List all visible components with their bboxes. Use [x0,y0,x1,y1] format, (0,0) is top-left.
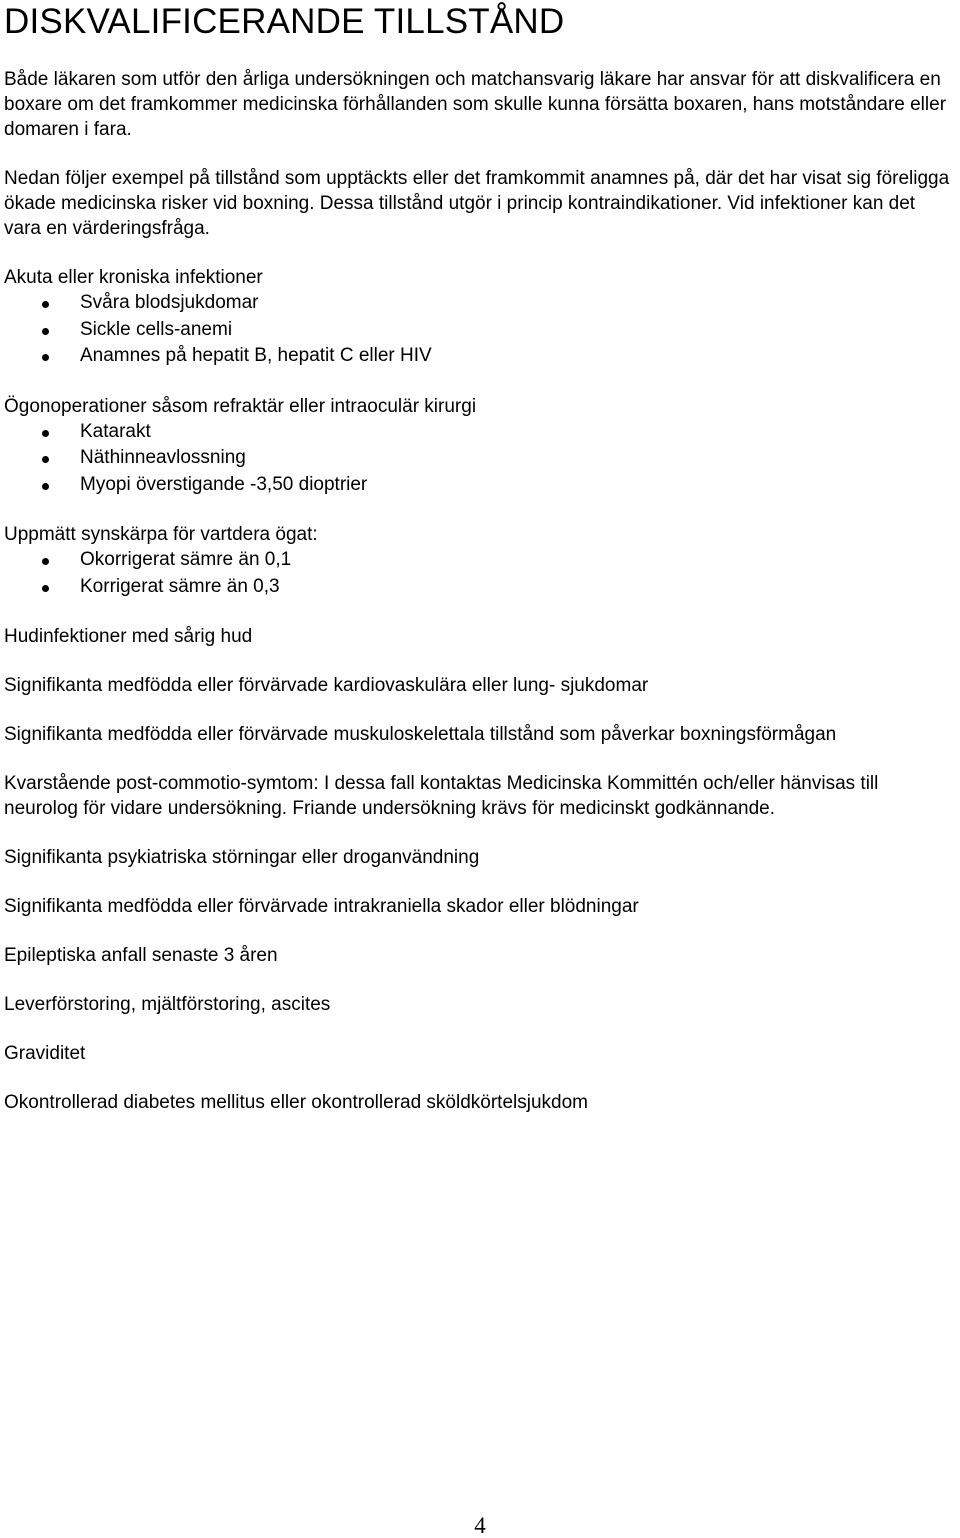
list-item-text: Sickle cells-anemi [80,318,233,340]
condition-paragraph: Okontrollerad diabetes mellitus eller okontrollerad sköldkörtelsjukdom [4,1092,588,1113]
group-heading: Uppmätt synskärpa för vartdera ögat: [4,524,318,545]
intro-paragraph: Både läkaren som utför den årliga undersökningen och matchansvarig läkare har ansvar för att diskvalificera en boxare om det framkommer medicinska förhållanden som skulle kunna försätta boxaren, hans motståndare eller domaren i fara. [4,69,947,140]
list-item-text: Katarakt [80,420,151,442]
bullet-list [4,547,954,600]
condition-paragraph: Kvarstående post-commotio-symtom: I dessa fall kontaktas Medicinska Kommittén och/eller hänvisas till neurolog för vidare undersökning. Friande undersökning krävs för medicinskt godkännande. [4,773,879,819]
list-item [4,472,954,499]
page-number: 4 [474,1513,486,1538]
page-title: DISKVALIFICERANDE TILLSTÅND [4,2,565,41]
condition-group [4,265,954,370]
condition-paragraph: Signifikanta medfödda eller förvärvade kardiovaskulära eller lung- sjukdomar [4,675,649,696]
condition-paragraph: Signifikanta psykiatriska störningar eller droganvändning [4,847,480,868]
list-item-text: Korrigerat sämre än 0,3 [80,575,280,597]
list-item [4,574,954,601]
group-heading: Ögonoperationer såsom refraktär eller intraoculär kirurgi [4,395,477,417]
bullet-icon [42,301,49,308]
bullet-list [4,290,954,370]
group-heading: Akuta eller kroniska infektioner [4,267,263,288]
bullet-list [4,419,954,499]
list-item [4,317,954,344]
document-page [4,0,954,1115]
bullet-icon [42,483,49,490]
list-item-text: Myopi överstigande -3,50 dioptrier [80,473,368,495]
bullet-icon [42,354,49,361]
condition-paragraph: Signifikanta medfödda eller förvärvade muskuloskelettala tillstånd som påverkar boxningsförmågan [4,724,837,745]
list-item-text: Svåra blodsjukdomar [80,292,259,313]
list-item-text: Näthinneavlossning [80,447,246,468]
condition-paragraph: Signifikanta medfödda eller förvärvade intrakraniella skador eller blödningar [4,896,639,917]
list-item [4,343,954,370]
condition-paragraph: Leverförstoring, mjältförstoring, ascites [4,994,331,1015]
intro-paragraph: Nedan följer exempel på tillstånd som upptäckts eller det framkommit anamnes på, där det har visat sig föreligga ökade medicinska risker vid boxning. Dessa tillstånd utgör i princip kontraindikationer. Vid infektioner kan det vara en värderingsfråga. [4,168,950,239]
list-item [4,290,954,317]
bullet-icon [42,328,49,335]
list-item [4,445,954,472]
bullet-icon [42,558,49,565]
bullet-icon [42,430,49,437]
list-item [4,419,954,446]
list-item [4,547,954,574]
condition-group [4,522,954,600]
condition-paragraph: Graviditet [4,1043,86,1064]
bullet-icon [42,456,49,463]
list-item-text: Okorrigerat sämre än 0,1 [80,549,292,570]
condition-paragraph: Hudinfektioner med sårig hud [4,626,253,647]
list-item-text: Anamnes på hepatit B, hepatit C eller HIV [80,345,432,366]
condition-paragraph: Epileptiska anfall senaste 3 åren [4,945,278,966]
bullet-icon [42,585,49,592]
condition-group [4,394,954,499]
